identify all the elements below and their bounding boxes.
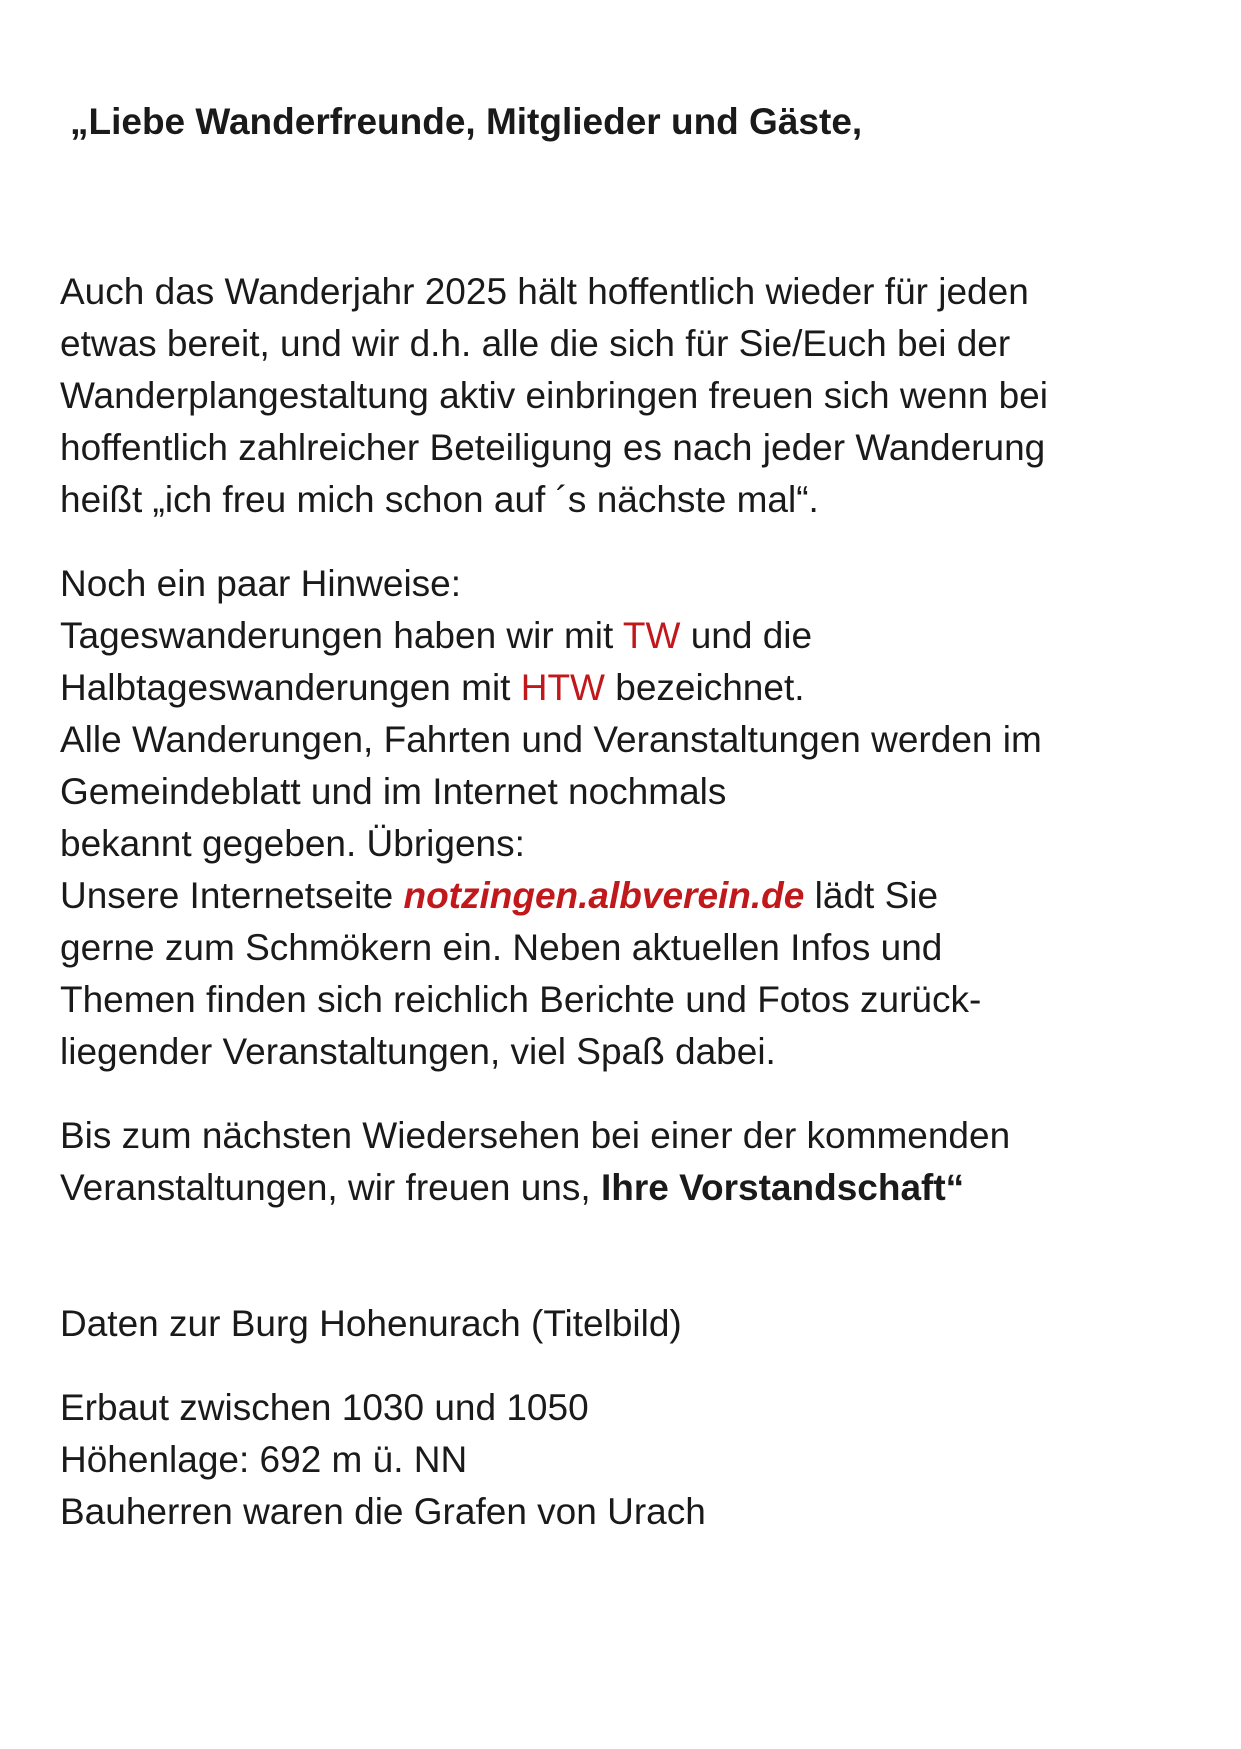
hints-title: Noch ein paar Hinweise: <box>60 563 462 604</box>
hints-paragraph <box>60 558 1042 1078</box>
intro-line: Wanderplangestaltung aktiv einbringen freuen sich wenn bei <box>60 375 1048 416</box>
intro-paragraph <box>60 266 1048 526</box>
hints-line: bekannt gegeben. Übrigens: <box>60 823 525 864</box>
intro-line: hoffentlich zahlreicher Beteiligung es nach jeder Wanderung <box>60 427 1046 468</box>
htw-abbreviation: HTW <box>520 667 605 708</box>
castle-built: Erbaut zwischen 1030 und 1050 <box>60 1387 589 1428</box>
signature: Ihre Vorstandschaft“ <box>600 1167 965 1208</box>
hints-text: lädt Sie <box>804 875 939 916</box>
hints-line: Alle Wanderungen, Fahrten und Veranstaltungen werden im <box>60 719 1042 760</box>
website-link[interactable]: notzingen.albverein.de <box>403 875 805 916</box>
closing-line: Bis zum nächsten Wiedersehen bei einer der kommenden <box>60 1115 1011 1156</box>
tw-abbreviation: TW <box>622 615 681 656</box>
hints-line-htw <box>60 662 1042 714</box>
hints-text: und die <box>680 615 813 656</box>
hints-text: bezeichnet. <box>604 667 805 708</box>
hints-text: Halbtageswanderungen mit <box>60 667 521 708</box>
castle-builders: Bauherren waren die Grafen von Urach <box>60 1491 706 1532</box>
hints-line-website <box>60 870 1042 922</box>
hints-text: Unsere Internetseite <box>60 875 404 916</box>
hints-line: Gemeindeblatt und im Internet nochmals <box>60 771 727 812</box>
intro-line: etwas bereit, und wir d.h. alle die sich für Sie/Euch bei der <box>60 323 1011 364</box>
castle-data-list <box>60 1382 706 1538</box>
castle-data-title: Daten zur Burg Hohenurach (Titelbild) <box>60 1303 682 1344</box>
castle-altitude: Höhenlage: 692 m ü. NN <box>60 1439 468 1480</box>
hints-line: liegender Veranstaltungen, viel Spaß dabei. <box>60 1031 776 1072</box>
closing-text: Veranstaltungen, wir freuen uns, <box>60 1167 601 1208</box>
hints-line: gerne zum Schmökern ein. Neben aktuellen Infos und <box>60 927 943 968</box>
hints-line: Themen finden sich reichlich Berichte und Fotos zurück- <box>60 979 982 1020</box>
intro-line: Auch das Wanderjahr 2025 hält hoffentlich wieder für jeden <box>60 271 1029 312</box>
closing-line-signature <box>60 1162 1010 1214</box>
closing-paragraph <box>60 1110 1010 1214</box>
hints-text: Tageswanderungen haben wir mit <box>60 615 623 656</box>
hints-line-tw <box>60 610 1042 662</box>
intro-line: heißt „ich freu mich schon auf ´s nächste mal“. <box>60 479 819 520</box>
greeting-heading: „Liebe Wanderfreunde, Mitglieder und Gäste, <box>70 101 863 142</box>
